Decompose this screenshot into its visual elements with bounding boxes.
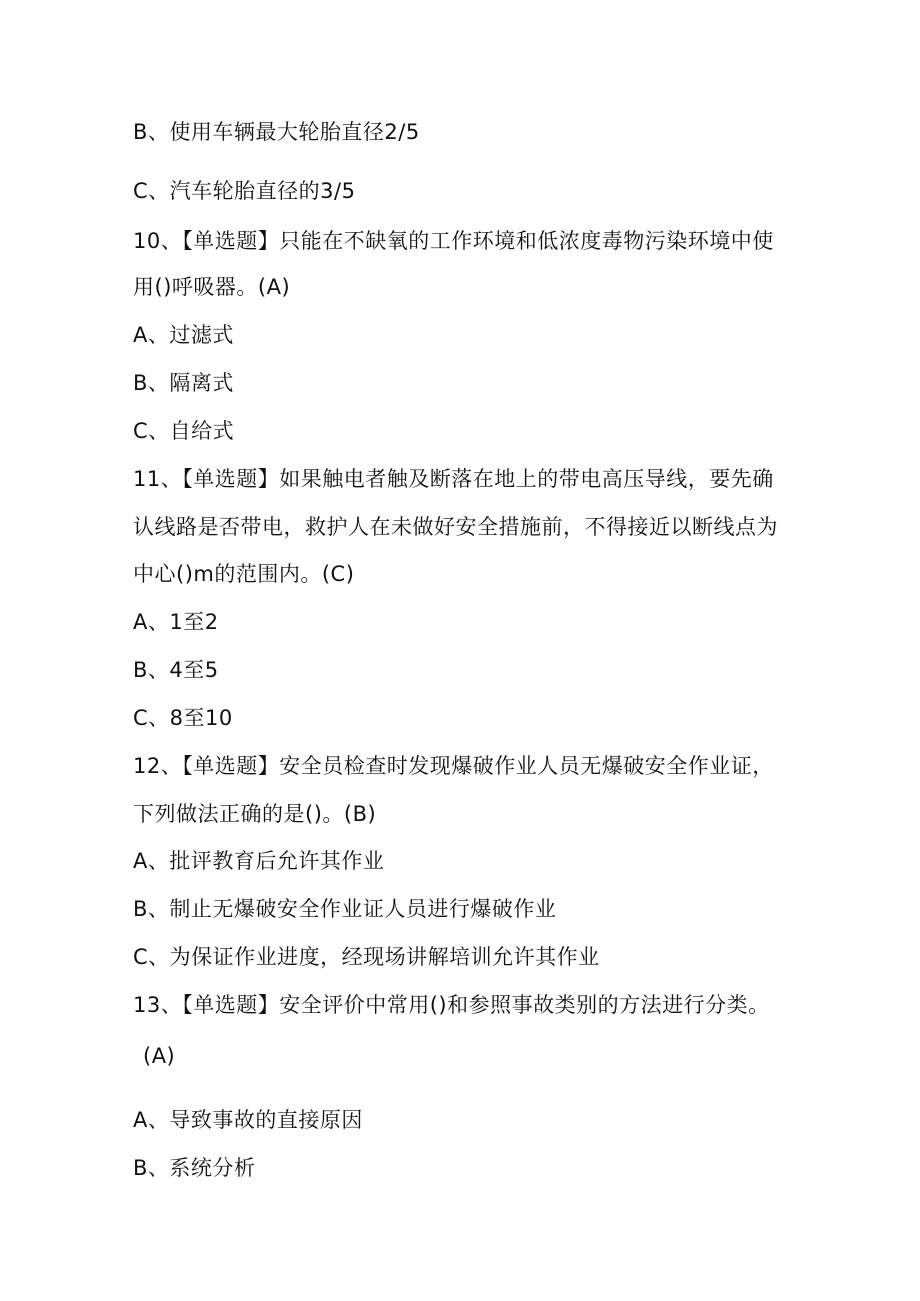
q9-option-c: C、汽车轮胎直径的3/5 (133, 179, 356, 203)
q10-option-c: C、自给式 (133, 419, 235, 443)
q12-stem-line-2: 下列做法正确的是()。(B) (133, 802, 377, 826)
q11-stem-line-1: 11、【单选题】如果触电者触及断落在地上的带电高压导线，要先确 (133, 467, 774, 491)
q10-option-b: B、隔离式 (133, 371, 234, 395)
q13-answer: (A) (143, 1044, 176, 1068)
q10-option-a: A、过滤式 (133, 323, 234, 347)
q13-stem-line-1: 13、【单选题】安全评价中常用()和参照事故类别的方法进行分类。 (133, 993, 770, 1017)
q11-stem-line-3: 中心()m的范围内。(C) (133, 562, 355, 586)
q9-option-b: B、使用车辆最大轮胎直径2/5 (133, 120, 420, 144)
q13-option-a: A、导致事故的直接原因 (133, 1108, 363, 1132)
q12-stem-line-1: 12、【单选题】安全员检查时发现爆破作业人员无爆破安全作业证， (133, 754, 774, 778)
q10-stem-line-1: 10、【单选题】只能在不缺氧的工作环境和低浓度毒物污染环境中使 (133, 229, 774, 253)
q11-option-a: A、1至2 (133, 610, 219, 634)
q13-option-b: B、系统分析 (133, 1156, 256, 1180)
q12-option-b: B、制止无爆破安全作业证人员进行爆破作业 (133, 897, 557, 921)
q12-option-a: A、批评教育后允许其作业 (133, 849, 385, 873)
q12-option-c: C、为保证作业进度，经现场讲解培训允许其作业 (133, 945, 600, 969)
q11-option-c: C、8至10 (133, 706, 233, 730)
q10-stem-line-2: 用()呼吸器。(A) (133, 275, 291, 299)
q11-stem-line-2: 认线路是否带电，救护人在未做好安全措施前，不得接近以断线点为 (133, 515, 778, 539)
q11-option-b: B、4至5 (133, 658, 219, 682)
